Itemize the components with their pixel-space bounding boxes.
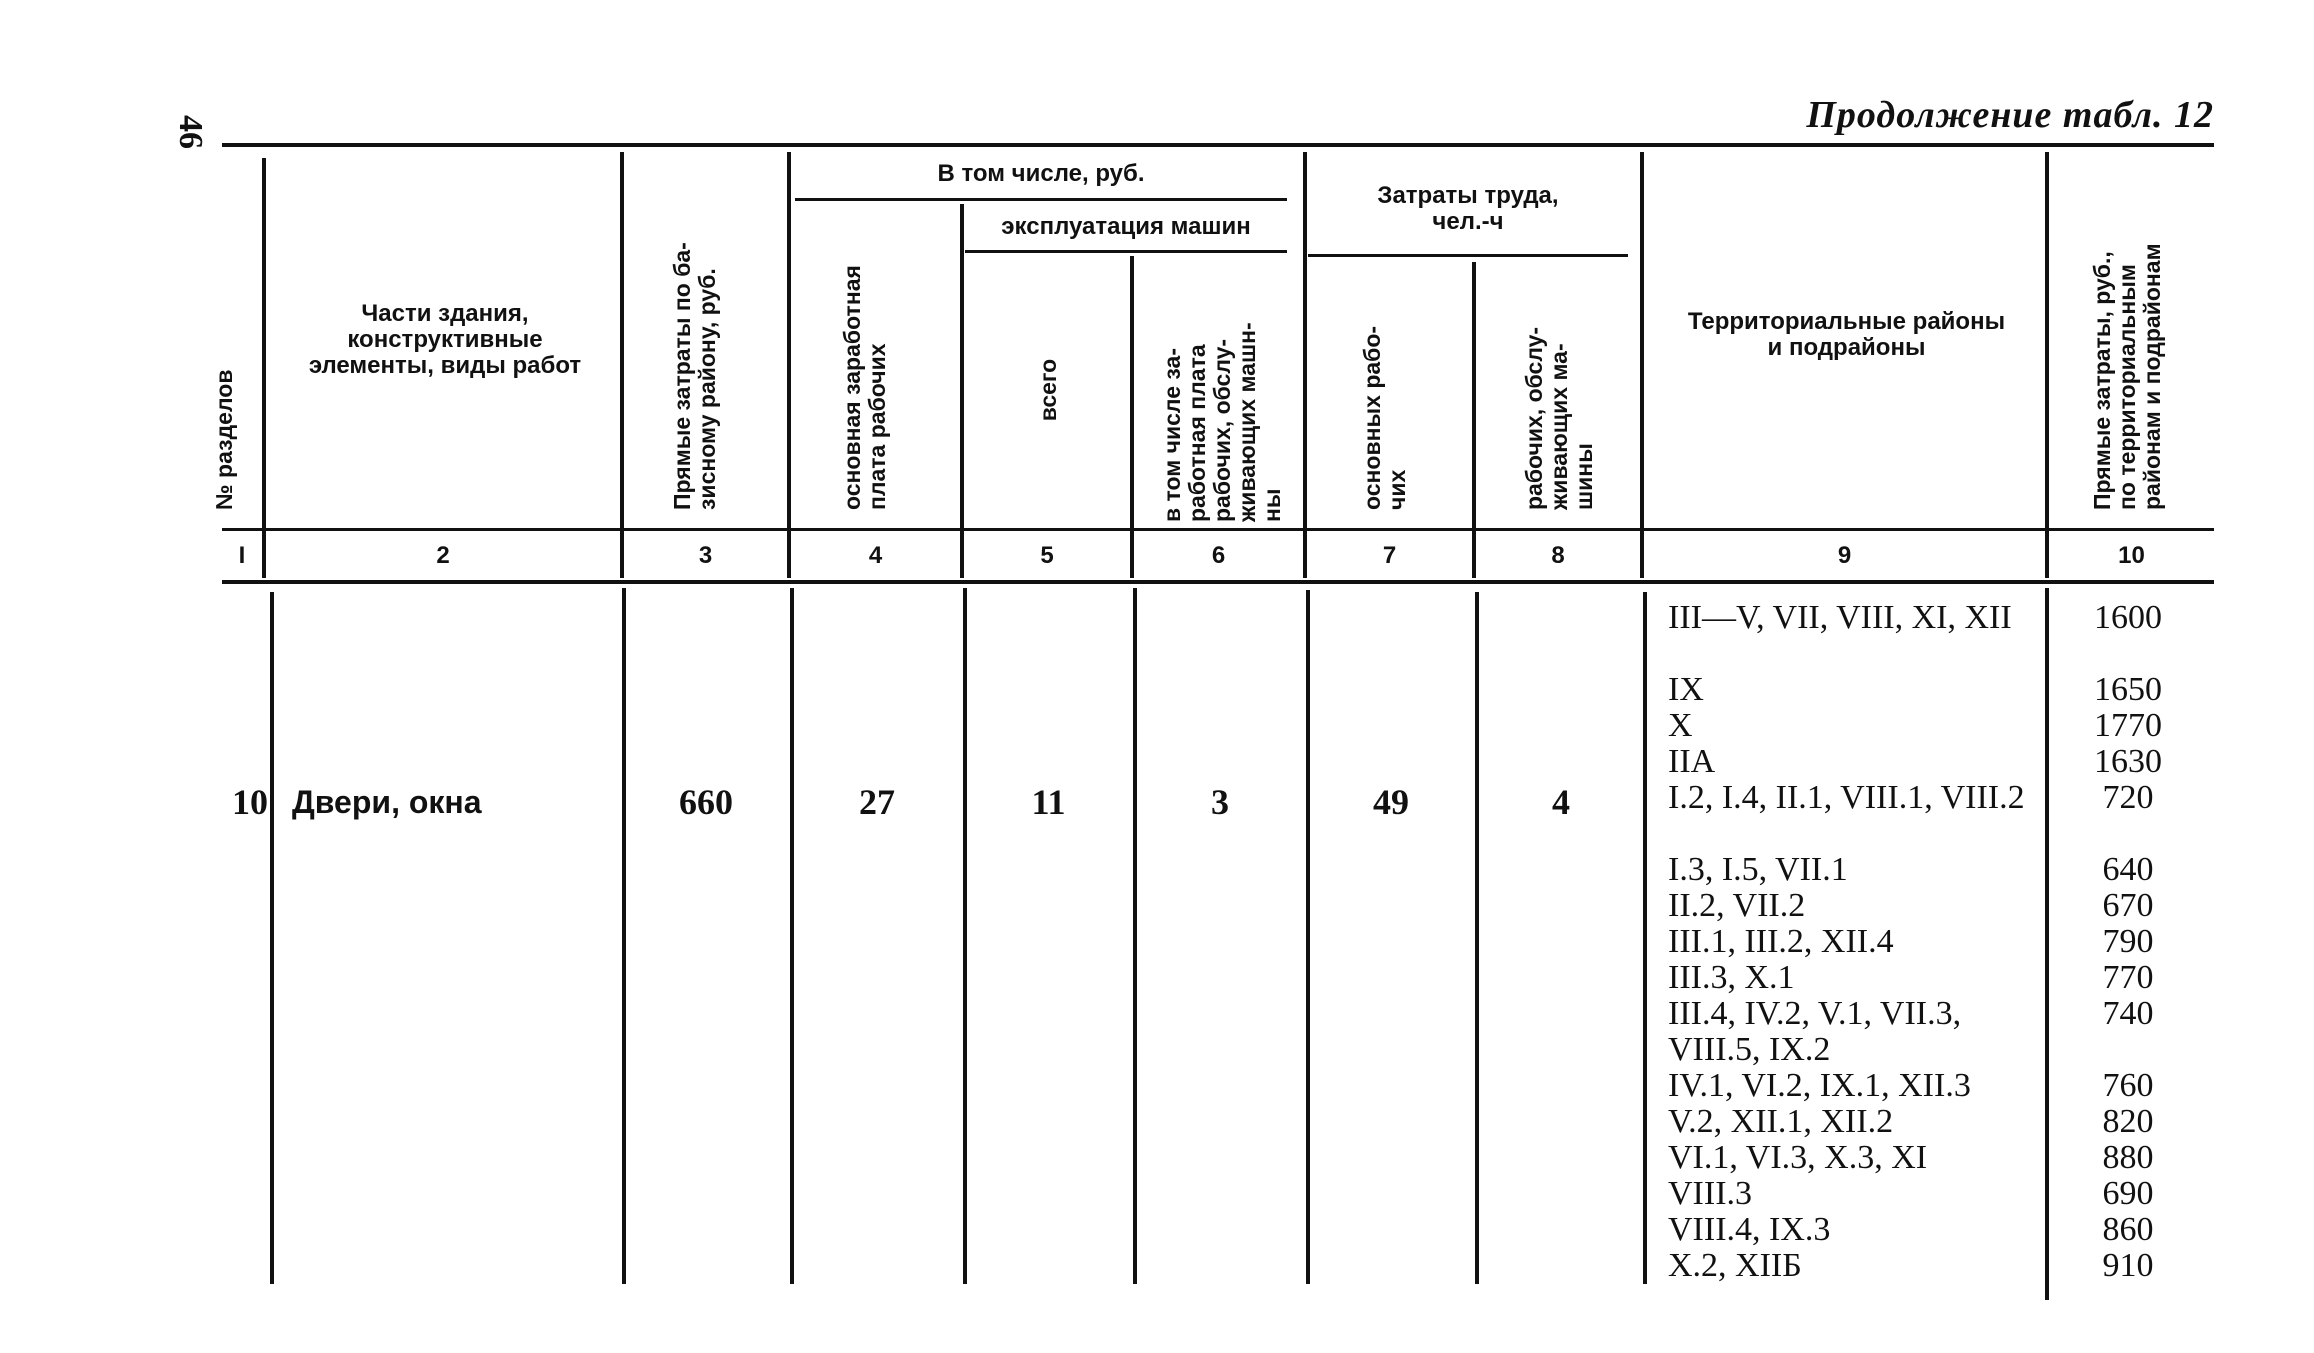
region-name: X.2, XIIБ [1668,1247,1802,1284]
cell-section: 10 [232,782,268,822]
list-item [1668,924,2048,960]
header-regions: Территориальные районы и подрайоны [1687,308,2006,361]
region-price: 1600 [2094,599,2162,636]
region-price: 760 [2102,1067,2154,1104]
region-price: 860 [2102,1211,2154,1248]
header-section-number: № разделов [211,369,237,510]
list-item [1668,1140,2048,1176]
list-item [1668,744,2048,780]
column-number: 6 [1211,542,1226,569]
header-labor-machines: рабочих, обслу- живающих ма- шины [1521,326,1597,510]
list-item [1668,1068,2048,1104]
region-price: 720 [2102,779,2154,816]
regions-list [1668,600,2048,1284]
region-name: VIII.4, IX.3 [1668,1211,1831,1248]
column-number: 9 [1837,542,1852,569]
cell-name: Двери, окна [292,784,482,820]
region-price: 690 [2102,1175,2154,1212]
header-machines-wages: в том числе за- работная плата рабочих, обслу- живающих машн- ны [1159,322,1285,522]
column-number: 5 [1040,542,1054,569]
header-group-rub: В том числе, руб. [937,160,1145,187]
header-machines-total: всего [1035,358,1061,422]
header-group-machines: эксплуатация машин [1001,213,1251,240]
header-wages: основная заработная плата рабочих [839,265,890,510]
region-name: VIII.3 [1668,1175,1753,1212]
region-name: IX [1668,671,1704,708]
list-item [1668,600,2048,672]
region-name: I.2, I.4, II.1, VIII.1, VIII.2 [1668,779,2025,816]
region-price: 880 [2102,1139,2154,1176]
region-price: 910 [2102,1247,2154,1284]
region-name: I.3, I.5, VII.1 [1668,851,1848,888]
region-name: III.3, X.1 [1668,959,1795,996]
list-item [1668,1104,2048,1140]
cell-labor-main: 49 [1373,782,1409,822]
column-number: 3 [698,542,713,569]
region-price: 1630 [2094,743,2162,780]
column-number: 4 [868,542,883,569]
list-item [1668,1248,2048,1284]
region-price: 1770 [2094,707,2162,744]
region-name: IV.1, VI.2, IX.1, XII.3 [1668,1067,1971,1104]
region-name: IIA [1668,743,1716,780]
region-name: III—V, VII, VIII, XI, XII [1668,599,2012,636]
cell-labor-machines: 4 [1552,782,1570,822]
region-name: III.4, IV.2, V.1, VII.3, VIII.5, IX.2 [1668,995,1962,1068]
region-name: III.1, III.2, XII.4 [1668,923,1894,960]
column-number: 7 [1382,542,1397,569]
region-price: 1650 [2094,671,2162,708]
header-labor-main: основных рабо- чих [1359,325,1410,510]
header-base-cost: Прямые затраты по ба- зисному району, руб. [669,242,720,510]
list-item [1668,1212,2048,1248]
region-price: 640 [2102,851,2154,888]
list-item [1668,672,2048,708]
region-price: 820 [2102,1103,2154,1140]
list-item [1668,852,2048,888]
header-group-labor: Затраты труда, чел.-ч [1377,182,1559,235]
region-name: II.2, VII.2 [1668,887,1806,924]
page-number: 46 [172,115,209,149]
region-name: VI.1, VI.3, X.3, XI [1668,1139,1928,1176]
region-price: 790 [2102,923,2154,960]
header-regional-cost: Прямые затраты, руб., по территориальным районам и подрайонам [2089,243,2165,510]
top-rule [222,143,2214,147]
cell-machines-wages: 3 [1211,782,1229,822]
list-item [1668,780,2048,852]
region-price: 740 [2102,995,2154,1032]
cell-base-cost: 660 [679,782,733,822]
column-number: 2 [436,542,450,569]
column-number: I [238,542,246,569]
list-item [1668,960,2048,996]
region-price: 770 [2102,959,2154,996]
list-item [1668,1176,2048,1212]
region-name: V.2, XII.1, XII.2 [1668,1103,1894,1140]
column-number: 8 [1551,542,1565,569]
region-name: X [1668,707,1693,744]
column-number: 10 [2118,542,2145,569]
cell-machines-total: 11 [1031,782,1066,822]
table-caption: Продолжение табл. 12 [1806,94,2214,136]
region-price: 670 [2102,887,2154,924]
list-item [1668,708,2048,744]
header-building-parts: Части здания, конструктивные элементы, виды работ [308,300,582,379]
list-item [1668,996,2048,1068]
cell-wages: 27 [859,782,895,822]
list-item [1668,888,2048,924]
